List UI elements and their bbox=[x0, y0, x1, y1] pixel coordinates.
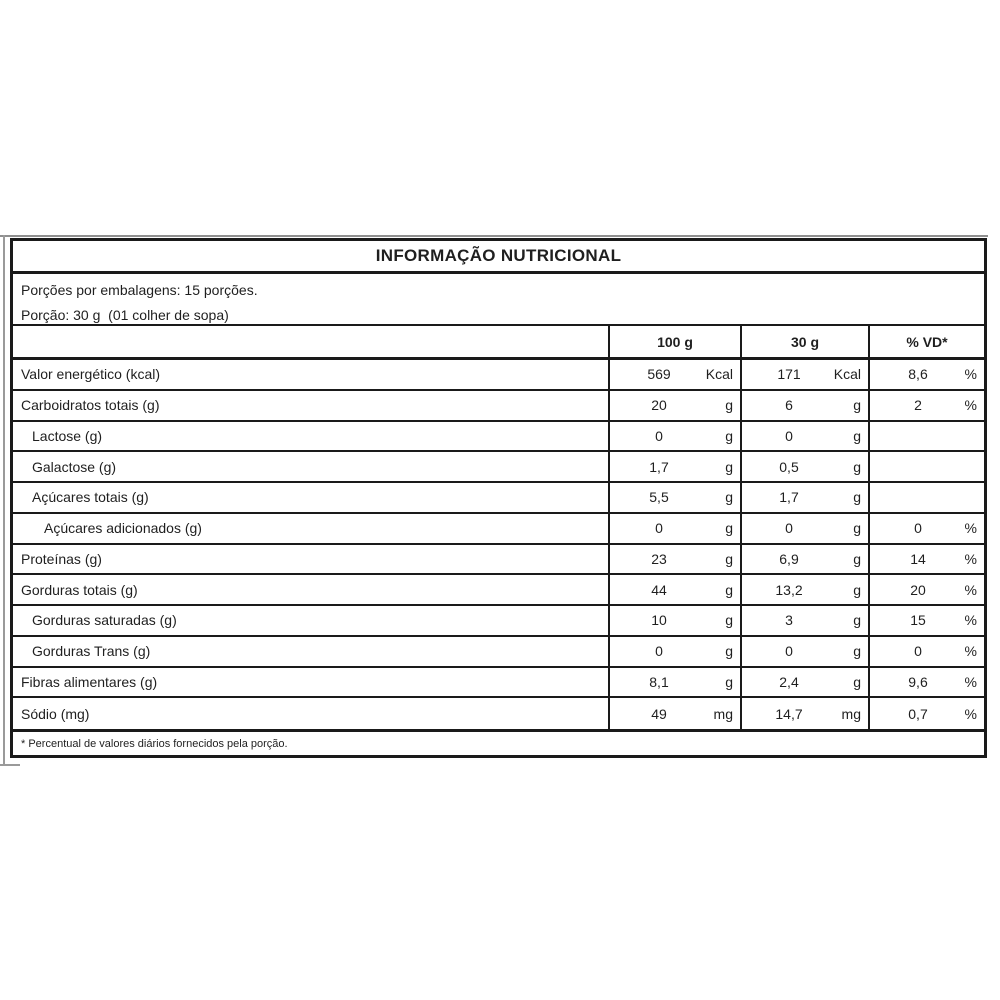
header-nutrient-column bbox=[13, 326, 608, 357]
table-title: INFORMAÇÃO NUTRICIONAL bbox=[13, 241, 984, 274]
table-row bbox=[13, 422, 984, 453]
amount-30g: 1,7 bbox=[779, 489, 799, 506]
unit-100g: g bbox=[725, 643, 733, 660]
unit-percent-dv: % bbox=[964, 673, 977, 690]
unit-100g: g bbox=[725, 520, 733, 537]
unit-30g: g bbox=[853, 489, 861, 506]
nutrient-label: Sódio (mg) bbox=[21, 705, 90, 722]
amount-100g: 8,1 bbox=[649, 673, 669, 690]
amount-percent-dv: 9,6 bbox=[908, 673, 928, 690]
unit-30g: g bbox=[853, 458, 861, 475]
nutrient-label: Carboidratos totais (g) bbox=[21, 397, 160, 414]
nutrient-label: Lactose (g) bbox=[32, 427, 103, 444]
unit-percent-dv: % bbox=[964, 366, 977, 383]
value-percent-dv bbox=[868, 668, 984, 697]
unit-percent-dv: % bbox=[964, 612, 977, 629]
table-row bbox=[13, 698, 984, 729]
amount-percent-dv: 0 bbox=[914, 520, 922, 537]
column-header-row bbox=[13, 326, 984, 360]
nutrient-label: Valor energético (kcal) bbox=[21, 366, 161, 383]
amount-30g: 0 bbox=[785, 520, 793, 537]
amount-30g: 0,5 bbox=[779, 458, 799, 475]
amount-30g: 3 bbox=[785, 612, 793, 629]
nutrient-label: Açúcares totais (g) bbox=[32, 489, 149, 506]
amount-100g: 49 bbox=[651, 705, 667, 722]
unit-30g: g bbox=[853, 520, 861, 537]
amount-100g: 0 bbox=[655, 427, 663, 444]
amount-percent-dv: 0,7 bbox=[908, 705, 928, 722]
unit-30g: g bbox=[853, 397, 861, 414]
unit-100g: g bbox=[725, 673, 733, 690]
amount-30g: 13,2 bbox=[775, 581, 803, 598]
unit-100g: Kcal bbox=[705, 366, 733, 383]
value-per-30g bbox=[740, 575, 868, 604]
value-per-100g bbox=[608, 422, 740, 451]
value-per-100g bbox=[608, 668, 740, 697]
value-per-30g bbox=[740, 668, 868, 697]
amount-100g: 0 bbox=[655, 643, 663, 660]
value-per-30g bbox=[740, 514, 868, 543]
amount-100g: 20 bbox=[651, 397, 667, 414]
unit-100g: g bbox=[725, 427, 733, 444]
value-per-100g bbox=[608, 452, 740, 481]
value-per-100g bbox=[608, 360, 740, 389]
table-row bbox=[13, 514, 984, 545]
value-per-100g bbox=[608, 391, 740, 420]
nutrient-label: Açúcares adicionados (g) bbox=[44, 520, 202, 537]
amount-percent-dv: 0 bbox=[914, 643, 922, 660]
amount-30g: 2,4 bbox=[779, 673, 799, 690]
unit-30g: g bbox=[853, 581, 861, 598]
amount-percent-dv: 20 bbox=[910, 581, 926, 598]
header-per-100g: 100 g bbox=[608, 326, 740, 357]
value-per-100g bbox=[608, 483, 740, 512]
unit-100g: g bbox=[725, 581, 733, 598]
unit-30g: mg bbox=[841, 705, 861, 722]
table-row bbox=[13, 637, 984, 668]
value-per-30g bbox=[740, 637, 868, 666]
value-percent-dv bbox=[868, 545, 984, 574]
header-percent-dv: % VD* bbox=[868, 326, 984, 357]
amount-percent-dv: 2 bbox=[914, 397, 922, 414]
amount-30g: 14,7 bbox=[775, 705, 803, 722]
amount-100g: 44 bbox=[651, 581, 667, 598]
unit-30g: g bbox=[853, 612, 861, 629]
value-percent-dv bbox=[868, 483, 984, 512]
value-per-100g bbox=[608, 545, 740, 574]
amount-percent-dv: 8,6 bbox=[908, 366, 928, 383]
nutrient-label: Gorduras totais (g) bbox=[21, 581, 138, 598]
serving-info-section bbox=[13, 274, 984, 326]
value-per-30g bbox=[740, 360, 868, 389]
unit-30g: g bbox=[853, 673, 861, 690]
unit-percent-dv: % bbox=[964, 705, 977, 722]
amount-100g: 569 bbox=[647, 366, 671, 383]
value-per-30g bbox=[740, 545, 868, 574]
nutrient-label: Gorduras saturadas (g) bbox=[32, 612, 177, 629]
value-percent-dv bbox=[868, 575, 984, 604]
amount-percent-dv: 14 bbox=[910, 550, 926, 567]
scan-artifact-left-line bbox=[3, 235, 5, 766]
table-row bbox=[13, 391, 984, 422]
value-percent-dv bbox=[868, 637, 984, 666]
table-row bbox=[13, 668, 984, 699]
value-percent-dv bbox=[868, 452, 984, 481]
unit-30g: g bbox=[853, 643, 861, 660]
amount-100g: 1,7 bbox=[649, 458, 669, 475]
amount-100g: 5,5 bbox=[649, 489, 669, 506]
amount-100g: 23 bbox=[651, 550, 667, 567]
serving-size-text: Porção: 30 g (01 colher de sopa) bbox=[21, 307, 229, 323]
nutrient-label: Galactose (g) bbox=[32, 458, 117, 475]
unit-percent-dv: % bbox=[964, 581, 977, 598]
table-row bbox=[13, 483, 984, 514]
value-per-30g bbox=[740, 422, 868, 451]
unit-100g: g bbox=[725, 550, 733, 567]
amount-percent-dv: 15 bbox=[910, 612, 926, 629]
amount-30g: 6,9 bbox=[779, 550, 799, 567]
nutrient-label: Gorduras Trans (g) bbox=[32, 643, 151, 660]
value-percent-dv bbox=[868, 391, 984, 420]
value-percent-dv bbox=[868, 514, 984, 543]
value-per-100g bbox=[608, 637, 740, 666]
amount-30g: 0 bbox=[785, 643, 793, 660]
nutrition-facts-table bbox=[10, 238, 987, 758]
table-row bbox=[13, 545, 984, 576]
value-percent-dv bbox=[868, 698, 984, 729]
value-percent-dv bbox=[868, 606, 984, 635]
value-per-100g bbox=[608, 606, 740, 635]
table-row bbox=[13, 575, 984, 606]
unit-100g: mg bbox=[713, 705, 733, 722]
unit-percent-dv: % bbox=[964, 520, 977, 537]
scan-artifact-top-line bbox=[0, 235, 988, 237]
footnote: * Percentual de valores diários fornecidos pela porção. bbox=[13, 729, 984, 755]
header-per-30g: 30 g bbox=[740, 326, 868, 357]
unit-100g: g bbox=[725, 489, 733, 506]
unit-percent-dv: % bbox=[964, 643, 977, 660]
amount-100g: 10 bbox=[651, 612, 667, 629]
nutrient-label: Fibras alimentares (g) bbox=[21, 673, 158, 690]
value-per-30g bbox=[740, 391, 868, 420]
scan-artifact-bottom-line bbox=[0, 764, 20, 766]
nutrient-label: Proteínas (g) bbox=[21, 550, 102, 567]
value-percent-dv bbox=[868, 422, 984, 451]
table-row bbox=[13, 606, 984, 637]
value-per-100g bbox=[608, 575, 740, 604]
value-per-30g bbox=[740, 452, 868, 481]
value-per-30g bbox=[740, 483, 868, 512]
value-per-30g bbox=[740, 698, 868, 729]
value-percent-dv bbox=[868, 360, 984, 389]
unit-30g: g bbox=[853, 550, 861, 567]
unit-100g: g bbox=[725, 612, 733, 629]
amount-30g: 171 bbox=[777, 366, 801, 383]
unit-100g: g bbox=[725, 397, 733, 414]
table-row bbox=[13, 360, 984, 391]
amount-100g: 0 bbox=[655, 520, 663, 537]
servings-per-package-text: Porções por embalagens: 15 porções. bbox=[21, 282, 258, 298]
table-row bbox=[13, 452, 984, 483]
unit-percent-dv: % bbox=[964, 550, 977, 567]
nutrient-rows bbox=[13, 360, 984, 729]
unit-30g: Kcal bbox=[833, 366, 861, 383]
value-per-30g bbox=[740, 606, 868, 635]
unit-percent-dv: % bbox=[964, 397, 977, 414]
amount-30g: 6 bbox=[785, 397, 793, 414]
unit-30g: g bbox=[853, 427, 861, 444]
amount-30g: 0 bbox=[785, 427, 793, 444]
value-per-100g bbox=[608, 514, 740, 543]
value-per-100g bbox=[608, 698, 740, 729]
unit-100g: g bbox=[725, 458, 733, 475]
